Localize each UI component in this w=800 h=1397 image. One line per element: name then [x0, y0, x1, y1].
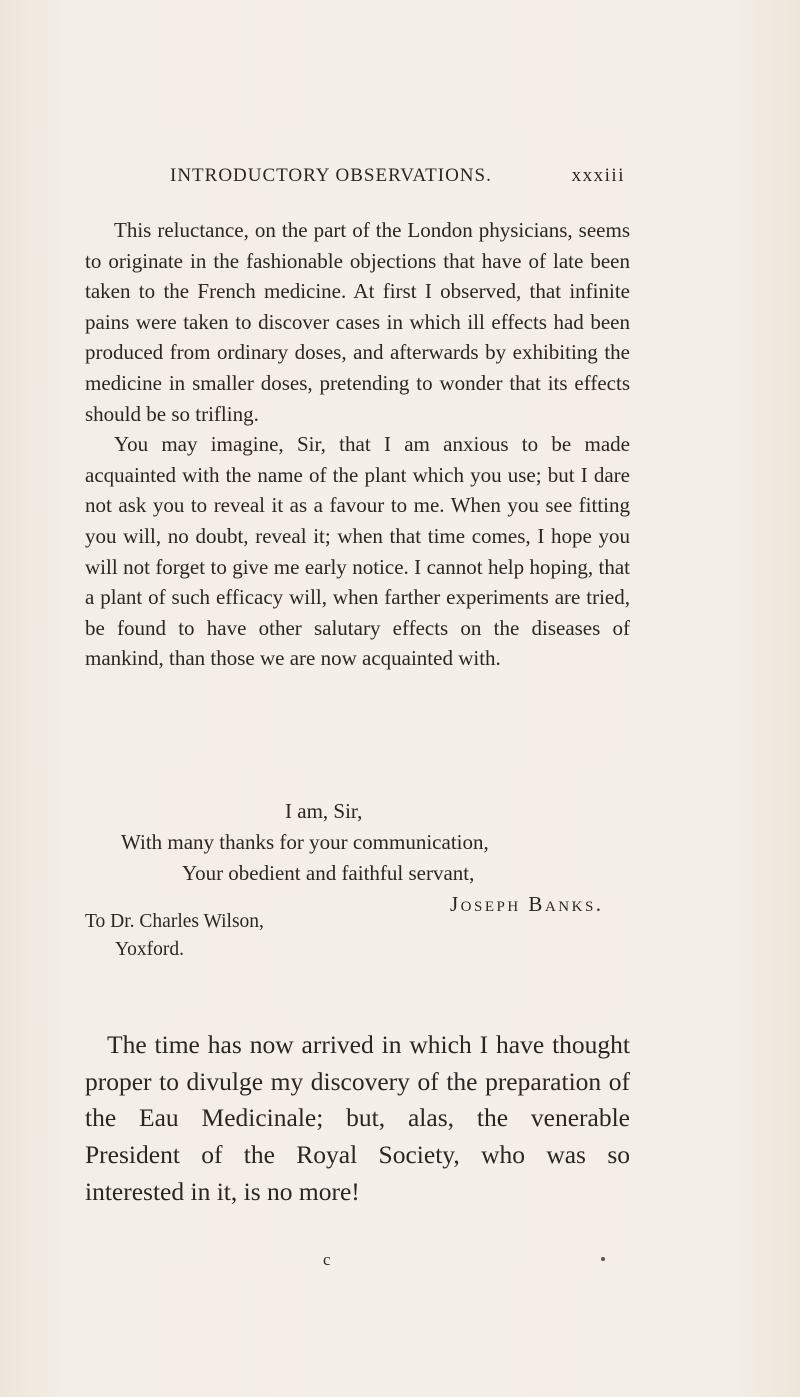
- ink-speck: [601, 1257, 605, 1261]
- letter-closing-salutation: I am, Sir,: [285, 799, 363, 823]
- main-paragraph: [85, 1027, 630, 1211]
- running-header: [170, 165, 625, 195]
- letter-body: [85, 215, 630, 674]
- letter-address-place: Yoxford.: [115, 939, 184, 960]
- page-number: xxxiii: [571, 165, 625, 186]
- letter-closing-servant: Your obedient and faithful servant,: [182, 861, 475, 885]
- letter-signature: Joseph Banks.: [450, 892, 604, 916]
- letter-address-recipient: To Dr. Charles Wilson,: [85, 911, 264, 932]
- body-paragraph: The time has now arrived in which I have thought proper to divulge my discovery of the preparation of the Eau Medicinale; but, alas, the venerable President of the Royal Society, who was so interested in it, is no more!: [85, 1030, 630, 1206]
- letter-closing-thanks: With many thanks for your communication,: [121, 830, 489, 854]
- letter-paragraph: This reluctance, on the part of the London physicians, seems to originate in the fashionable objections that have of late been taken to the French medicine. At first I observed, that infinite pains were taken to discover cases in which ill effects had been produced from ordinary doses, and afterwards by exhibiting the medicine in smaller doses, pretending to wonder that its effects should be so trifling.: [85, 218, 630, 426]
- letter-paragraph: You may imagine, Sir, that I am anxious to be made acquainted with the name of the plant which you use; but I dare not ask you to reveal it as a favour to me. When you see fitting you will, no doubt, reveal it; when that time comes, I hope you will not forget to give me early notice. I cannot help hoping, that a plant of such efficacy will, when farther experiments are tried, be found to have other salutary effects on the diseases of mankind, than those we are now acquainted with.: [85, 432, 630, 671]
- printer-signature-mark: c: [323, 1250, 331, 1269]
- running-title: INTRODUCTORY OBSERVATIONS.: [170, 165, 492, 186]
